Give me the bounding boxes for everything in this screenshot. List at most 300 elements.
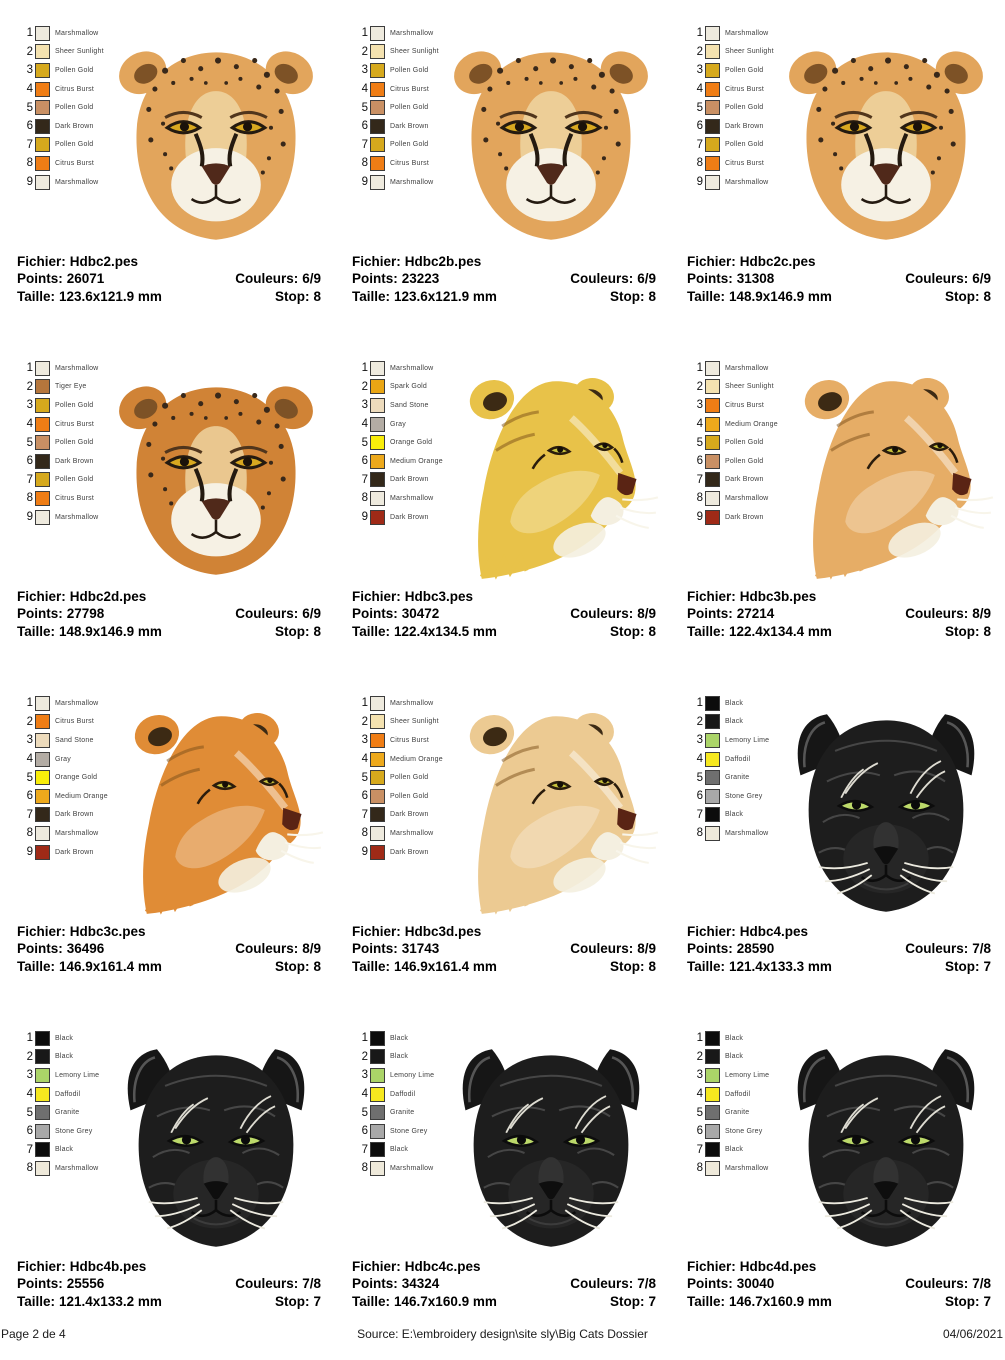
thread-number: 1	[696, 362, 703, 375]
thread-number: 9	[361, 176, 368, 189]
thread-color-swatch	[35, 1105, 50, 1120]
colors-line	[235, 1276, 321, 1293]
thread-number: 6	[696, 455, 703, 468]
thread-color-swatch	[35, 491, 50, 506]
colors-line	[235, 271, 321, 288]
thread-name: Black	[725, 1053, 744, 1061]
thread-row	[355, 1141, 434, 1160]
thread-color-swatch	[370, 789, 385, 804]
thread-name: Pollen Gold	[390, 66, 429, 74]
thread-number: 2	[696, 380, 703, 393]
colors-label: Couleurs:	[235, 271, 299, 287]
thread-color-swatch	[705, 696, 720, 711]
thread-number: 1	[696, 27, 703, 40]
thread-name: Marshmallow	[725, 29, 769, 37]
thread-number: 3	[361, 734, 368, 747]
colors-line	[235, 941, 321, 958]
thread-number: 1	[26, 27, 33, 40]
thread-row	[690, 43, 774, 62]
thread-number: 8	[361, 492, 368, 505]
thread-row	[355, 843, 443, 862]
thread-name: Orange Gold	[390, 439, 433, 447]
thread-row	[355, 98, 439, 117]
colors-value: 7/8	[972, 1276, 991, 1292]
thread-number: 7	[361, 138, 368, 151]
thread-color-swatch	[35, 1031, 50, 1046]
thread-color-swatch	[370, 26, 385, 41]
thread-row	[355, 396, 443, 415]
file-line	[17, 924, 321, 941]
size-value: 146.7x160.9 mm	[729, 1293, 832, 1309]
thread-name: Stone Grey	[390, 1127, 428, 1135]
thread-name: Stone Grey	[725, 792, 763, 800]
thread-color-swatch	[370, 379, 385, 394]
thread-color-swatch	[35, 156, 50, 171]
thread-name: Pollen Gold	[55, 141, 94, 149]
thread-name: Black	[55, 1053, 74, 1061]
design-card	[670, 355, 1005, 690]
thread-number: 6	[361, 790, 368, 803]
thread-number: 4	[696, 83, 703, 96]
colors-value: 8/9	[637, 941, 656, 957]
thread-number: 7	[696, 138, 703, 151]
thread-color-swatch	[705, 435, 720, 450]
colors-line	[570, 941, 656, 958]
thread-color-swatch	[705, 1087, 720, 1102]
thread-row	[355, 136, 439, 155]
thread-name: Sheer Sunlight	[55, 48, 104, 56]
thread-row	[20, 98, 104, 117]
thread-name: Black	[725, 1146, 744, 1154]
file-label: Fichier:	[352, 589, 401, 604]
thread-color-swatch	[705, 770, 720, 785]
thread-number: 8	[26, 1162, 33, 1175]
thread-number: 1	[361, 1032, 368, 1045]
thread-row	[20, 1159, 99, 1178]
thread-row	[20, 824, 108, 843]
design-grid	[0, 20, 1005, 1360]
thread-row	[355, 508, 443, 527]
stop-value: 7	[983, 958, 991, 974]
thread-number: 4	[696, 753, 703, 766]
design-info	[687, 254, 991, 306]
thread-color-list	[690, 24, 774, 191]
thread-number: 9	[26, 511, 33, 524]
design-info	[17, 589, 321, 641]
file-label: Fichier:	[352, 924, 401, 939]
thread-number: 5	[26, 771, 33, 784]
design-card	[670, 690, 1005, 1025]
thread-color-list	[355, 359, 443, 526]
thread-number: 6	[361, 455, 368, 468]
file-label: Fichier:	[687, 589, 736, 604]
stop-label: Stop:	[274, 288, 310, 304]
size-value: 122.4x134.4 mm	[729, 623, 832, 639]
thread-name: Sand Stone	[390, 401, 429, 409]
thread-number: 8	[26, 157, 33, 170]
colors-label: Couleurs:	[905, 606, 969, 622]
thread-color-swatch	[35, 1124, 50, 1139]
thread-row	[20, 378, 98, 397]
thread-number: 5	[361, 101, 368, 114]
thread-row	[355, 1029, 434, 1048]
stop-value: 7	[983, 1293, 991, 1309]
thread-color-swatch	[705, 44, 720, 59]
thread-number: 2	[361, 1050, 368, 1063]
thread-color-swatch	[35, 100, 50, 115]
thread-number: 2	[26, 45, 33, 58]
thread-color-list	[20, 359, 98, 526]
thread-color-swatch	[705, 752, 720, 767]
thread-name: Sand Stone	[55, 736, 94, 744]
thread-color-swatch	[370, 752, 385, 767]
thread-color-swatch	[370, 398, 385, 413]
thread-name: Lemony Lime	[725, 1071, 770, 1079]
thread-name: Pollen Gold	[55, 401, 94, 409]
thread-color-swatch	[705, 1161, 720, 1176]
points-label: Points:	[352, 1276, 398, 1292]
stop-line	[570, 959, 656, 976]
thread-number: 3	[26, 734, 33, 747]
points-label: Points:	[17, 1276, 63, 1292]
thread-color-swatch	[35, 137, 50, 152]
colors-line	[570, 606, 656, 623]
points-value: 26071	[66, 271, 105, 287]
stop-line	[905, 289, 991, 306]
thread-row	[690, 1029, 769, 1048]
thread-name: Dark Brown	[390, 476, 429, 484]
colors-line	[905, 271, 991, 288]
design-info	[687, 924, 991, 976]
file-line	[687, 1259, 991, 1276]
file-line	[17, 254, 321, 271]
thread-color-swatch	[370, 1068, 385, 1083]
size-label: Taille:	[17, 958, 56, 974]
size-value: 148.9x146.9 mm	[59, 623, 162, 639]
thread-name: Marshmallow	[55, 699, 99, 707]
points-label: Points:	[687, 1276, 733, 1292]
thread-number: 6	[26, 1125, 33, 1138]
thread-number: 7	[26, 473, 33, 486]
points-value: 30472	[401, 606, 440, 622]
points-value: 34324	[401, 1276, 440, 1292]
file-label: Fichier:	[687, 254, 736, 269]
size-value: 146.9x161.4 mm	[394, 958, 497, 974]
thread-color-swatch	[35, 44, 50, 59]
thread-name: Medium Orange	[55, 792, 108, 800]
thread-row	[20, 694, 108, 713]
thread-row	[20, 713, 108, 732]
thread-name: Stone Grey	[725, 1127, 763, 1135]
panther-design-image	[774, 698, 998, 926]
thread-number: 6	[26, 455, 33, 468]
thread-color-swatch	[35, 454, 50, 469]
thread-color-swatch	[370, 1087, 385, 1102]
file-value: Hdbc3b.pes	[739, 589, 817, 604]
thread-color-swatch	[35, 696, 50, 711]
design-card	[0, 355, 335, 690]
thread-number: 3	[696, 1069, 703, 1082]
file-value: Hdbc2c.pes	[739, 254, 816, 269]
design-info-right	[905, 1276, 991, 1311]
thread-name: Black	[55, 1146, 74, 1154]
thread-row	[20, 80, 104, 99]
size-label: Taille:	[352, 623, 391, 639]
thread-name: Marshmallow	[725, 1164, 769, 1172]
colors-label: Couleurs:	[570, 606, 634, 622]
thread-row	[20, 61, 104, 80]
thread-row	[690, 154, 774, 173]
thread-number: 5	[696, 436, 703, 449]
design-card	[335, 20, 670, 355]
size-label: Taille:	[352, 958, 391, 974]
thread-color-swatch	[705, 1031, 720, 1046]
thread-color-swatch	[370, 826, 385, 841]
thread-row	[690, 452, 778, 471]
thread-name: Black	[725, 811, 744, 819]
thread-color-swatch	[35, 472, 50, 487]
thread-color-swatch	[705, 510, 720, 525]
thread-row	[20, 415, 98, 434]
thread-name: Medium Orange	[725, 420, 778, 428]
thread-row	[20, 117, 104, 136]
design-info	[17, 924, 321, 976]
thread-row	[690, 787, 769, 806]
thread-row	[690, 1085, 769, 1104]
thread-number: 5	[361, 436, 368, 449]
file-line	[687, 924, 991, 941]
thread-name: Lemony Lime	[390, 1071, 435, 1079]
thread-name: Spark Gold	[390, 383, 428, 391]
thread-name: Daffodil	[725, 755, 751, 763]
thread-row	[690, 433, 778, 452]
thread-name: Citrus Burst	[725, 85, 764, 93]
thread-color-swatch	[35, 417, 50, 432]
stop-value: 8	[983, 288, 991, 304]
thread-name: Marshmallow	[390, 494, 434, 502]
design-card	[0, 20, 335, 355]
thread-number: 1	[26, 697, 33, 710]
thread-number: 5	[361, 771, 368, 784]
thread-number: 1	[26, 1032, 33, 1045]
file-value: Hdbc3d.pes	[404, 924, 482, 939]
thread-number: 2	[26, 1050, 33, 1063]
thread-number: 3	[696, 64, 703, 77]
thread-row	[690, 1066, 769, 1085]
thread-row	[20, 1029, 99, 1048]
thread-number: 2	[26, 715, 33, 728]
thread-row	[690, 489, 778, 508]
thread-color-swatch	[370, 1161, 385, 1176]
thread-name: Pollen Gold	[55, 476, 94, 484]
thread-row	[20, 1141, 99, 1160]
points-value: 27214	[736, 606, 775, 622]
thread-color-list	[20, 694, 108, 861]
thread-number: 4	[696, 1088, 703, 1101]
thread-row	[20, 489, 98, 508]
colors-label: Couleurs:	[235, 941, 299, 957]
thread-row	[20, 471, 98, 490]
thread-name: Marshmallow	[55, 29, 99, 37]
thread-name: Black	[390, 1034, 409, 1042]
thread-row	[355, 750, 443, 769]
thread-row	[355, 824, 443, 843]
file-label: Fichier:	[687, 924, 736, 939]
thread-row	[20, 433, 98, 452]
thread-row	[355, 806, 443, 825]
thread-color-swatch	[370, 1124, 385, 1139]
thread-name: Black	[725, 1034, 744, 1042]
thread-row	[355, 489, 443, 508]
thread-color-swatch	[35, 752, 50, 767]
stop-label: Stop:	[274, 958, 310, 974]
stop-label: Stop:	[609, 958, 645, 974]
points-label: Points:	[17, 271, 63, 287]
thread-number: 9	[696, 511, 703, 524]
thread-name: Pollen Gold	[55, 439, 94, 447]
thread-name: Pollen Gold	[390, 104, 429, 112]
stop-value: 7	[648, 1293, 656, 1309]
points-label: Points:	[17, 606, 63, 622]
thread-color-swatch	[35, 361, 50, 376]
thread-row	[690, 61, 774, 80]
design-card	[335, 1025, 670, 1360]
file-value: Hdbc2.pes	[69, 254, 139, 269]
thread-name: Pollen Gold	[390, 141, 429, 149]
thread-row	[20, 359, 98, 378]
thread-number: 3	[361, 1069, 368, 1082]
size-label: Taille:	[352, 1293, 391, 1309]
thread-number: 8	[26, 827, 33, 840]
file-value: Hdbc3c.pes	[69, 924, 146, 939]
thread-number: 5	[696, 1106, 703, 1119]
thread-number: 1	[696, 1032, 703, 1045]
thread-number: 3	[696, 399, 703, 412]
thread-color-swatch	[370, 1142, 385, 1157]
panther-design-image	[104, 1033, 328, 1261]
file-line	[687, 589, 991, 606]
thread-number: 2	[696, 45, 703, 58]
thread-name: Black	[390, 1146, 409, 1154]
thread-row	[690, 713, 769, 732]
thread-row	[20, 843, 108, 862]
thread-color-swatch	[705, 1049, 720, 1064]
colors-label: Couleurs:	[570, 941, 634, 957]
stop-value: 8	[313, 623, 321, 639]
stop-line	[570, 289, 656, 306]
thread-number: 5	[696, 101, 703, 114]
design-card	[0, 690, 335, 1025]
thread-row	[355, 768, 443, 787]
thread-number: 9	[361, 511, 368, 524]
thread-name: Marshmallow	[390, 29, 434, 37]
thread-number: 4	[26, 1088, 33, 1101]
colors-label: Couleurs:	[235, 606, 299, 622]
thread-number: 6	[696, 1125, 703, 1138]
stop-label: Stop:	[944, 958, 980, 974]
thread-row	[690, 396, 778, 415]
design-info	[17, 1259, 321, 1311]
thread-row	[690, 731, 769, 750]
thread-name: Marshmallow	[55, 513, 99, 521]
thread-row	[20, 508, 98, 527]
thread-row	[20, 1122, 99, 1141]
thread-number: 6	[361, 120, 368, 133]
thread-number: 7	[696, 473, 703, 486]
thread-row	[690, 136, 774, 155]
lioness-design-image	[104, 698, 328, 926]
file-value: Hdbc3.pes	[404, 589, 474, 604]
thread-color-swatch	[35, 789, 50, 804]
thread-row	[355, 1085, 434, 1104]
design-info	[687, 589, 991, 641]
thread-number: 6	[26, 120, 33, 133]
colors-value: 6/9	[302, 606, 321, 622]
thread-row	[690, 415, 778, 434]
thread-row	[690, 768, 769, 787]
thread-color-list	[20, 24, 104, 191]
thread-row	[355, 61, 439, 80]
thread-row	[690, 750, 769, 769]
thread-number: 8	[696, 827, 703, 840]
file-line	[352, 924, 656, 941]
thread-name: Pollen Gold	[725, 66, 764, 74]
size-label: Taille:	[17, 288, 56, 304]
stop-label: Stop:	[609, 1293, 645, 1309]
colors-line	[905, 606, 991, 623]
cheetah-design-image	[774, 28, 998, 256]
thread-number: 8	[696, 1162, 703, 1175]
thread-color-swatch	[705, 119, 720, 134]
thread-name: Dark Brown	[390, 513, 429, 521]
thread-name: Granite	[55, 1109, 80, 1117]
thread-name: Sheer Sunlight	[390, 718, 439, 726]
thread-row	[690, 24, 774, 43]
thread-color-swatch	[370, 454, 385, 469]
stop-value: 8	[313, 958, 321, 974]
thread-number: 9	[361, 846, 368, 859]
points-value: 25556	[66, 1276, 105, 1292]
thread-number: 5	[696, 771, 703, 784]
thread-name: Black	[725, 718, 744, 726]
design-info-right	[570, 271, 656, 306]
thread-color-swatch	[35, 826, 50, 841]
design-info-right	[570, 1276, 656, 1311]
thread-row	[690, 508, 778, 527]
file-value: Hdbc4d.pes	[739, 1259, 817, 1274]
stop-label: Stop:	[944, 288, 980, 304]
thread-row	[690, 359, 778, 378]
thread-name: Citrus Burst	[390, 85, 429, 93]
thread-number: 1	[26, 362, 33, 375]
colors-line	[905, 941, 991, 958]
panther-design-image	[439, 1033, 663, 1261]
thread-row	[20, 1103, 99, 1122]
thread-row	[690, 1103, 769, 1122]
thread-color-swatch	[705, 417, 720, 432]
thread-name: Marshmallow	[725, 178, 769, 186]
thread-name: Granite	[725, 1109, 750, 1117]
thread-color-swatch	[705, 137, 720, 152]
thread-name: Gray	[390, 420, 406, 428]
thread-color-list	[20, 1029, 99, 1178]
thread-name: Lemony Lime	[55, 1071, 100, 1079]
thread-number: 5	[26, 436, 33, 449]
thread-color-swatch	[370, 435, 385, 450]
stop-line	[905, 1294, 991, 1311]
thread-color-swatch	[705, 100, 720, 115]
thread-color-swatch	[35, 435, 50, 450]
